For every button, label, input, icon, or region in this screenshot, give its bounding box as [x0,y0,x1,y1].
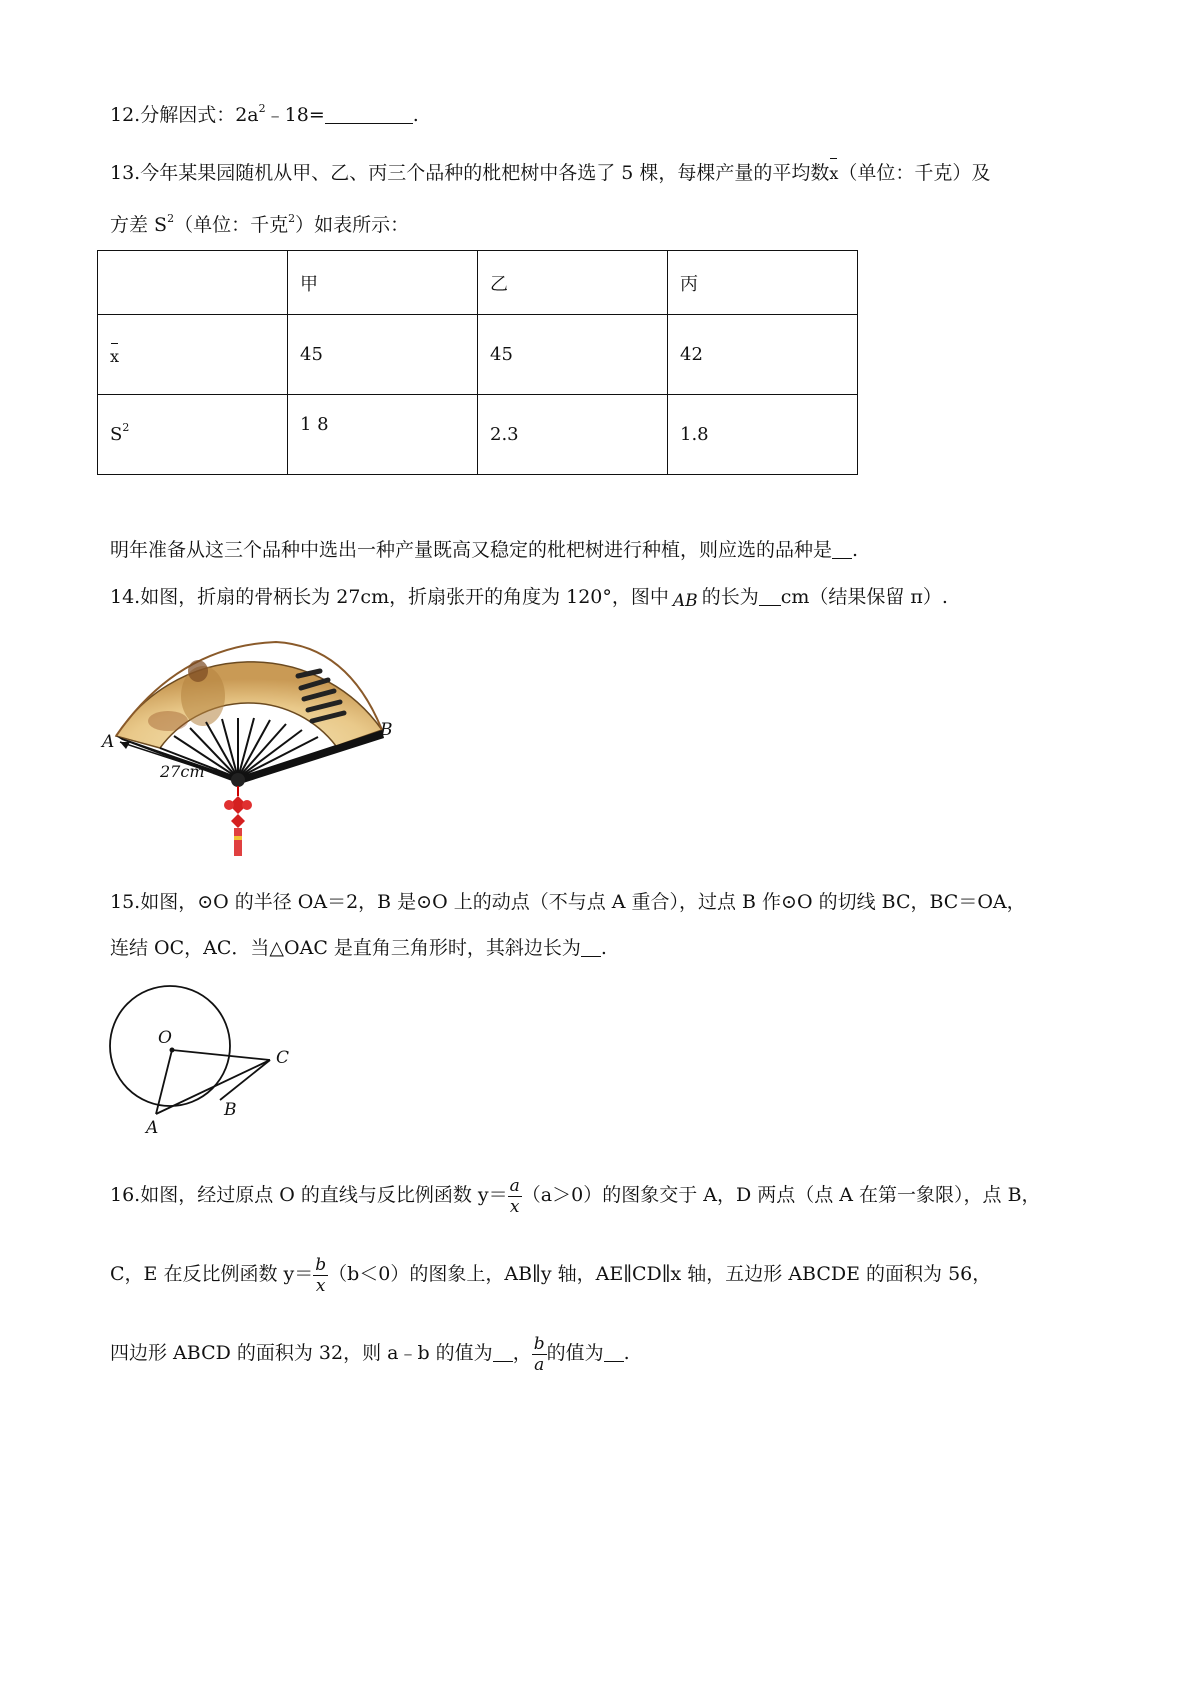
point-b-label: B [224,1100,237,1120]
q15-line2-text: 连结 OC，AC．当△OAC 是直角三角形时，其斜边长为 [110,937,581,959]
q12-end: . [412,104,419,126]
q16-fraction-a-over-x [508,1176,522,1217]
q12-line [110,103,419,127]
variance-sup: 2 [122,421,130,434]
frac-numerator: a [509,1175,520,1196]
q16-line1-b: （a＞0）的图象交于 A，D 两点（点 A 在第一象限），点 B， [521,1184,1041,1206]
frac-numerator: b [533,1333,545,1354]
q13-line1-b: （单位：千克）及 [838,162,991,184]
q15-line1-text: 15.如图，⊙O 的半径 OA＝2，B 是⊙O 上的动点（不与点 A 重合），过点 B 作⊙O 的切线 BC，BC＝OA， [110,891,1026,913]
q16-fraction-b-over-a [532,1334,547,1375]
fan-label-a: A [102,732,115,752]
point-a-label: A [146,1118,159,1138]
q13-line2-b: （单位：千克 [174,214,289,236]
q16-comma: ， [512,1342,532,1364]
frac-denominator: a [534,1354,545,1375]
q13-line1-a: 13.今年某果园随机从甲、乙、丙三个品种的枇杷树中各选了 5 棵，每棵产量的平均数 [110,162,830,184]
fan-figure [102,636,408,862]
variance-symbol: S [110,424,123,445]
circle-diagram [100,978,300,1138]
table-cell: 45 [288,315,478,395]
q15-line2 [110,936,607,960]
table-cell: 45 [478,315,668,395]
q16-line3-a: 四边形 ABCD 的面积为 32，则 a﹣b 的值为 [110,1342,493,1364]
q14-line [110,585,948,610]
q13-line1 [110,158,990,186]
frac-numerator: b [315,1254,327,1275]
q14-text-c: cm（结果保留 π）. [780,586,948,608]
point-o-label: O [158,1028,172,1048]
table-label-mean [98,315,288,395]
q13-question [110,538,858,562]
fan-label-b: B [380,720,393,740]
q16-answer-blank-2[interactable] [604,1343,624,1362]
table-row [98,251,858,315]
q13-question-end: . [852,539,859,561]
q12-tail: ﹣18= [265,104,325,126]
q16-line3-end: . [623,1342,630,1364]
q16-line2-a: C，E 在反比例函数 y＝ [110,1263,314,1285]
table-label-variance [98,395,288,475]
q16-line3-c: 的值为 [546,1342,604,1364]
q16-fraction-b-over-x [313,1255,328,1296]
q15-line2-end: . [600,937,607,959]
q13-line2-c: ）如表所示： [295,214,410,236]
q12-lead: 12.分解因式：2a [110,104,259,126]
table-cell: 1.8 [668,395,858,475]
q16-line2 [110,1247,991,1301]
table-header-empty [98,251,288,315]
frac-denominator: x [509,1196,520,1217]
fan-illustration [108,636,408,862]
q13-answer-blank[interactable] [832,540,852,559]
q14-text-b: 的长为 [701,586,759,608]
q14-arc-label: AB [672,591,698,611]
q14-answer-blank[interactable] [759,587,781,606]
q15-answer-blank[interactable] [581,938,601,957]
q16-answer-blank-1[interactable] [493,1343,513,1362]
q16-line1-a: 16.如图，经过原点 O 的直线与反比例函数 y＝ [110,1184,508,1206]
q13-line2-sup2: 2 [288,212,296,225]
q13-line2-a: 方差 S [110,214,168,236]
table-cell: 42 [668,315,858,395]
q13-question-text: 明年准备从这三个品种中选出一种产量既高又稳定的枇杷树进行种植，则应选的品种是 [110,539,833,561]
q15-line1 [110,890,1026,914]
q16-line1 [110,1168,1041,1222]
table-row [98,395,858,475]
q14-text-a: 14.如图，折扇的骨柄长为 27cm，折扇张开的角度为 120°，图中 [110,586,669,608]
q12-sup: 2 [258,102,266,115]
circle-figure [100,978,300,1138]
point-c-label: C [276,1048,290,1068]
fan-length-label: 27cm [160,762,205,781]
q12-answer-blank[interactable] [325,105,413,124]
q13-line2-sup: 2 [167,212,175,225]
frac-denominator: x [315,1275,326,1296]
q16-line3 [110,1326,630,1380]
q13-table [97,250,858,475]
q13-xbar: x [829,158,838,186]
table-header-bing: 丙 [668,251,858,315]
table-cell [288,395,478,475]
table-cell-text: 1 8 [300,414,329,435]
table-cell: 2.3 [478,395,668,475]
q16-line2-b: （b＜0）的图象上，AB∥y 轴，AE∥CD∥x 轴，五边形 ABCDE 的面积为 56， [328,1263,992,1285]
table-header-jia: 甲 [288,251,478,315]
mean-symbol: x [110,343,119,366]
table-row [98,315,858,395]
q13-line2 [110,213,409,237]
table-header-yi: 乙 [478,251,668,315]
